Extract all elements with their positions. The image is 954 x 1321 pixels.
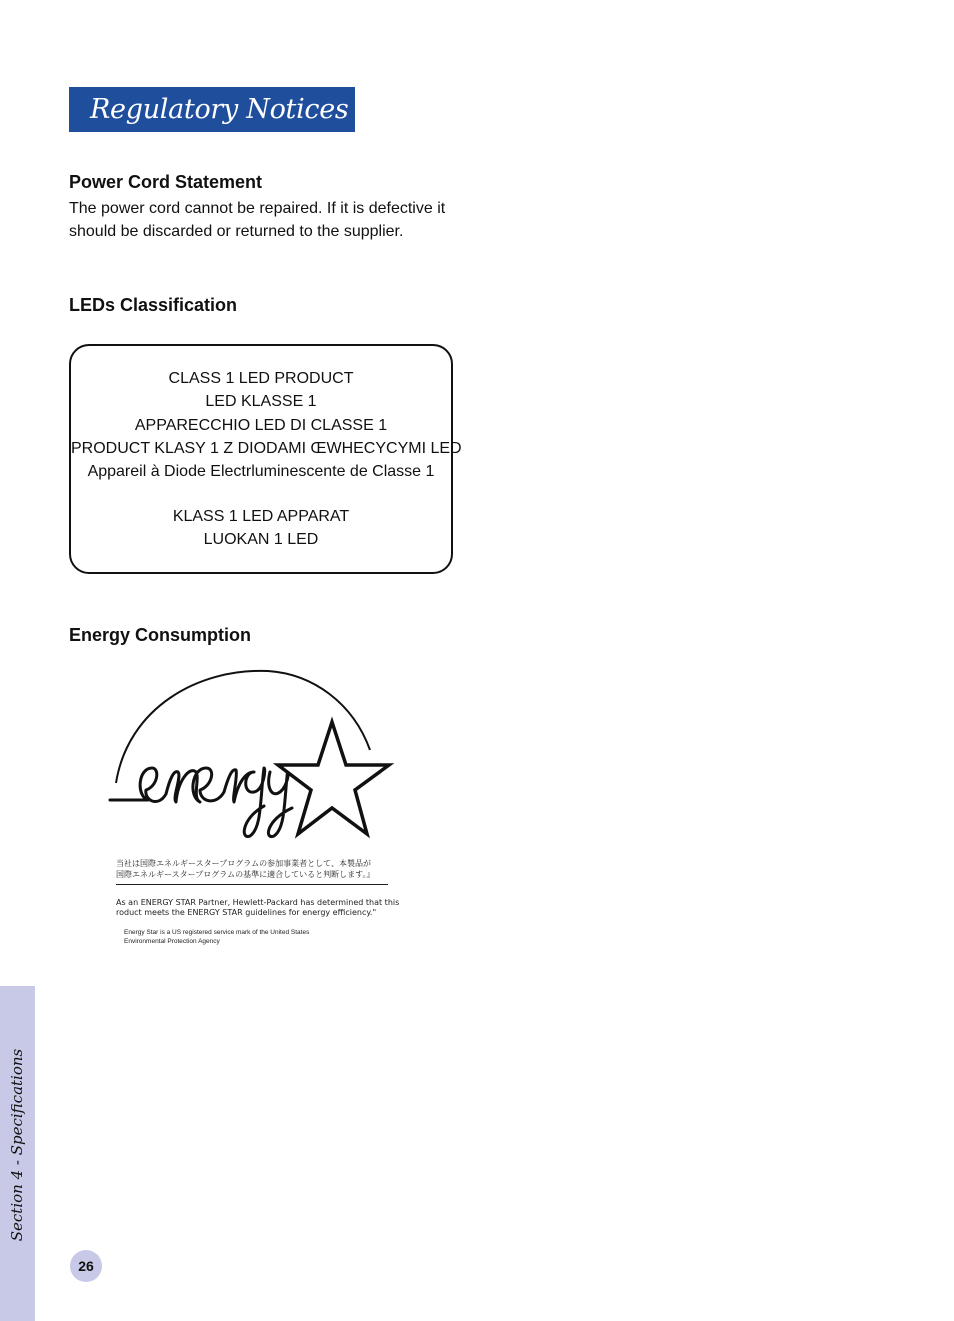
power-cord-line: The power cord cannot be repaired. If it is defective it [69, 200, 446, 217]
energy-partner-line: As an ENERGY STAR Partner, Hewlett-Packard has determined that this [116, 898, 400, 907]
section-label: Section 4 - Specifications [8, 1048, 26, 1242]
japanese-statement-line: 国際エネルギースタープログラムの基準に適合していると判断します。』 [116, 870, 375, 879]
trademark-note: Environmental Protection Agency [124, 938, 220, 945]
led-class-line: Appareil à Diode Electrluminescente de Classe 1 [87, 463, 435, 481]
led-class-line: CLASS 1 LED PRODUCT [168, 370, 354, 387]
energy-star-icon [278, 722, 389, 834]
led-class-line: KLASS 1 LED APPARAT [172, 507, 350, 525]
japanese-statement-line: 当社は国際エネルギースタープログラムの参加事業者として、本製品が [116, 859, 371, 868]
energy-wordmark [110, 768, 292, 837]
page-title-bar [69, 87, 355, 132]
power-cord-heading: Power Cord Statement [69, 172, 263, 192]
power-cord-statement [69, 197, 459, 243]
led-class-line: APPARECCHIO LED DI CLASSE 1 [134, 416, 388, 434]
led-class-line: PRODUCT KLASY 1 Z DIODAMI ŒWHECYCYMI LED [71, 439, 462, 457]
trademark-note: Energy Star is a US registered service mark of the United States [124, 929, 310, 936]
led-class-line: LED KLASSE 1 [205, 393, 317, 411]
divider [116, 884, 388, 885]
leds-heading: LEDs Classification [69, 295, 238, 315]
led-class-spacer [71, 483, 451, 505]
page-title: Regulatory Notices [90, 94, 349, 125]
led-classification-box [69, 344, 462, 574]
power-cord-line: should be discarded or returned to the supplier. [69, 223, 404, 240]
page-number: 26 [70, 1250, 102, 1282]
energy-partner-line: roduct meets the ENERGY STAR guidelines for energy efficiency." [116, 908, 377, 917]
led-class-line: LUOKAN 1 LED [203, 531, 319, 549]
energy-star-logo [108, 668, 398, 843]
energy-heading: Energy Consumption [69, 625, 252, 645]
